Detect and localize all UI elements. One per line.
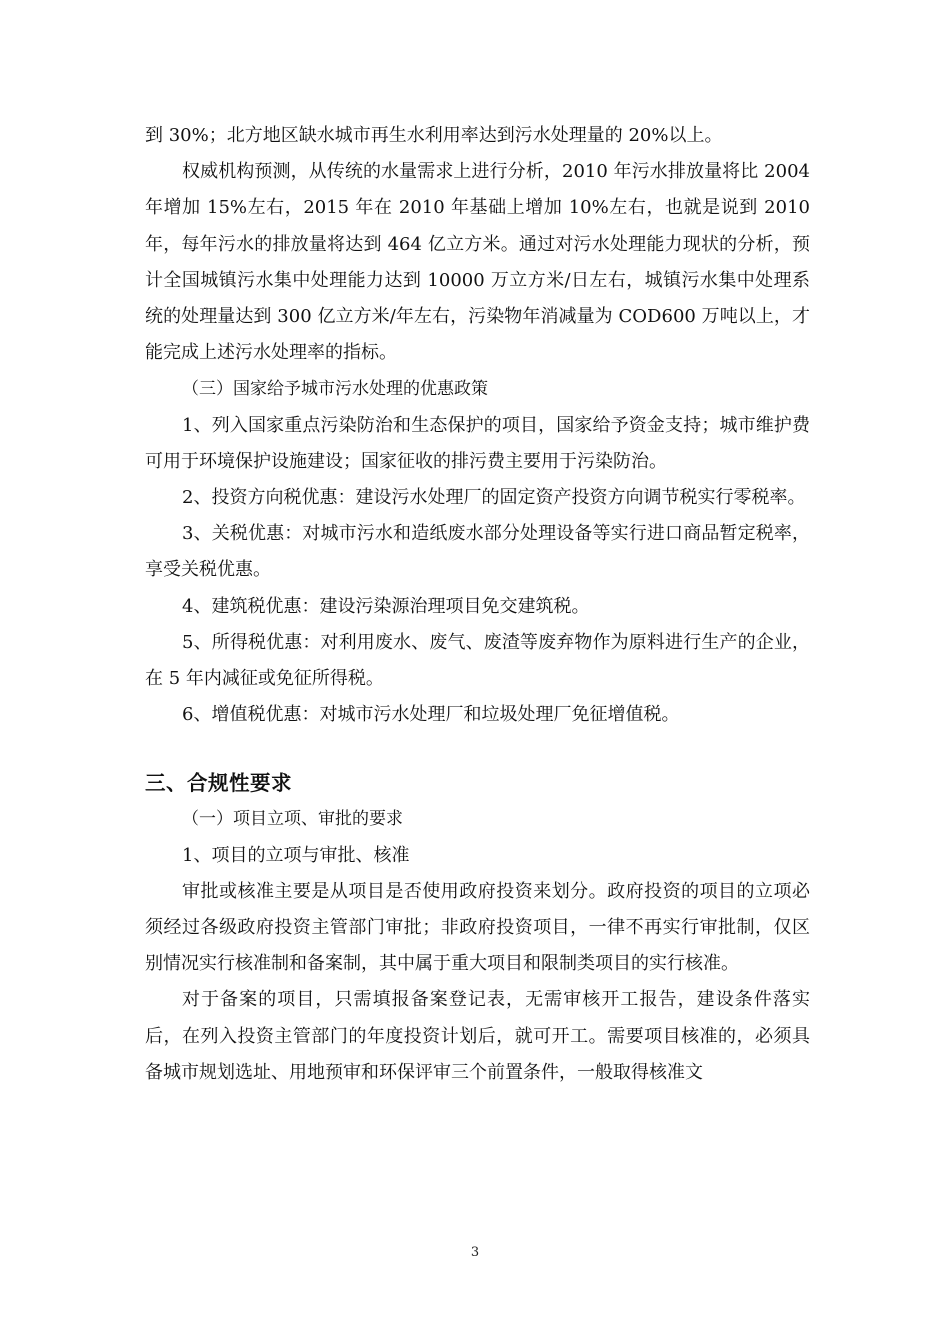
page-number: 3 <box>470 1245 480 1260</box>
paragraph-filing: 对于备案的项目，只需填报备案登记表，无需审核开工报告，建设条件落实后，在列入投资主管部门的年度投资计划后，就可开工。需要项目核准的，必须具备城市规划选址、用地预审和环保评审三个前置条件，一般取得核准文 <box>145 989 810 1083</box>
subsection-title-policies: （三）国家给予城市污水处理的优惠政策 <box>182 379 488 400</box>
subsection-title-approval: （一）项目立项、审批的要求 <box>182 809 403 830</box>
paragraph-approval: 审批或核准主要是从项目是否使用政府投资来划分。政府投资的项目的立项必须经过各级政府投资主管部门审批；非政府投资项目，一律不再实行审批制，仅区别情况实行核准制和备案制，其中属于重大项目和限制类项目的实行核准。 <box>145 880 810 975</box>
item-title-approval: 1、项目的立项与审批、核准 <box>182 844 410 866</box>
paragraph-continuation: 到 30%；北方地区缺水城市再生水利用率达到污水处理量的 20%以上。 <box>145 125 723 146</box>
policy-item-6: 6、增值税优惠：对城市污水处理厂和垃圾处理厂免征增值税。 <box>182 704 680 726</box>
paragraph-forecast: 权威机构预测，从传统的水量需求上进行分析，2010 年污水排放量将比 2004 年增加 15%左右，2015 年在 2010 年基础上增加 10%左右，也就是说到 2010 年，每年污水的排放量将达到 464 亿立方米。通过对污水处理能力现状的分析，预计全国城镇污水集中处理能力达到 10000 万立方米/日左右，城镇污水集中处理系统的处理量达到 300 亿立方米/年左右，污染物年消减量为 COD600 万吨以上，才能完成上述污水处理率的指标。 <box>145 161 810 364</box>
policy-item-1: 1、列入国家重点污染防治和生态保护的项目，国家给予资金支持；城市维护费可用于环境保护设施建设；国家征收的排污费主要用于污染防治。 <box>145 414 810 472</box>
section-heading-compliance: 三、合规性要求 <box>145 771 292 796</box>
page-body <box>145 118 810 1091</box>
policy-item-2: 2、投资方向税优惠：建设污水处理厂的固定资产投资方向调节税实行零税率。 <box>182 487 806 509</box>
policy-item-3: 3、关税优惠：对城市污水和造纸废水部分处理设备等实行进口商品暂定税率，享受关税优惠。 <box>145 523 810 581</box>
policy-item-5: 5、所得税优惠：对利用废水、废气、废渣等废弃物作为原料进行生产的企业，在 5 年内减征或免征所得税。 <box>145 631 810 690</box>
policy-item-4: 4、建筑税优惠：建设污染源治理项目免交建筑税。 <box>182 595 590 617</box>
